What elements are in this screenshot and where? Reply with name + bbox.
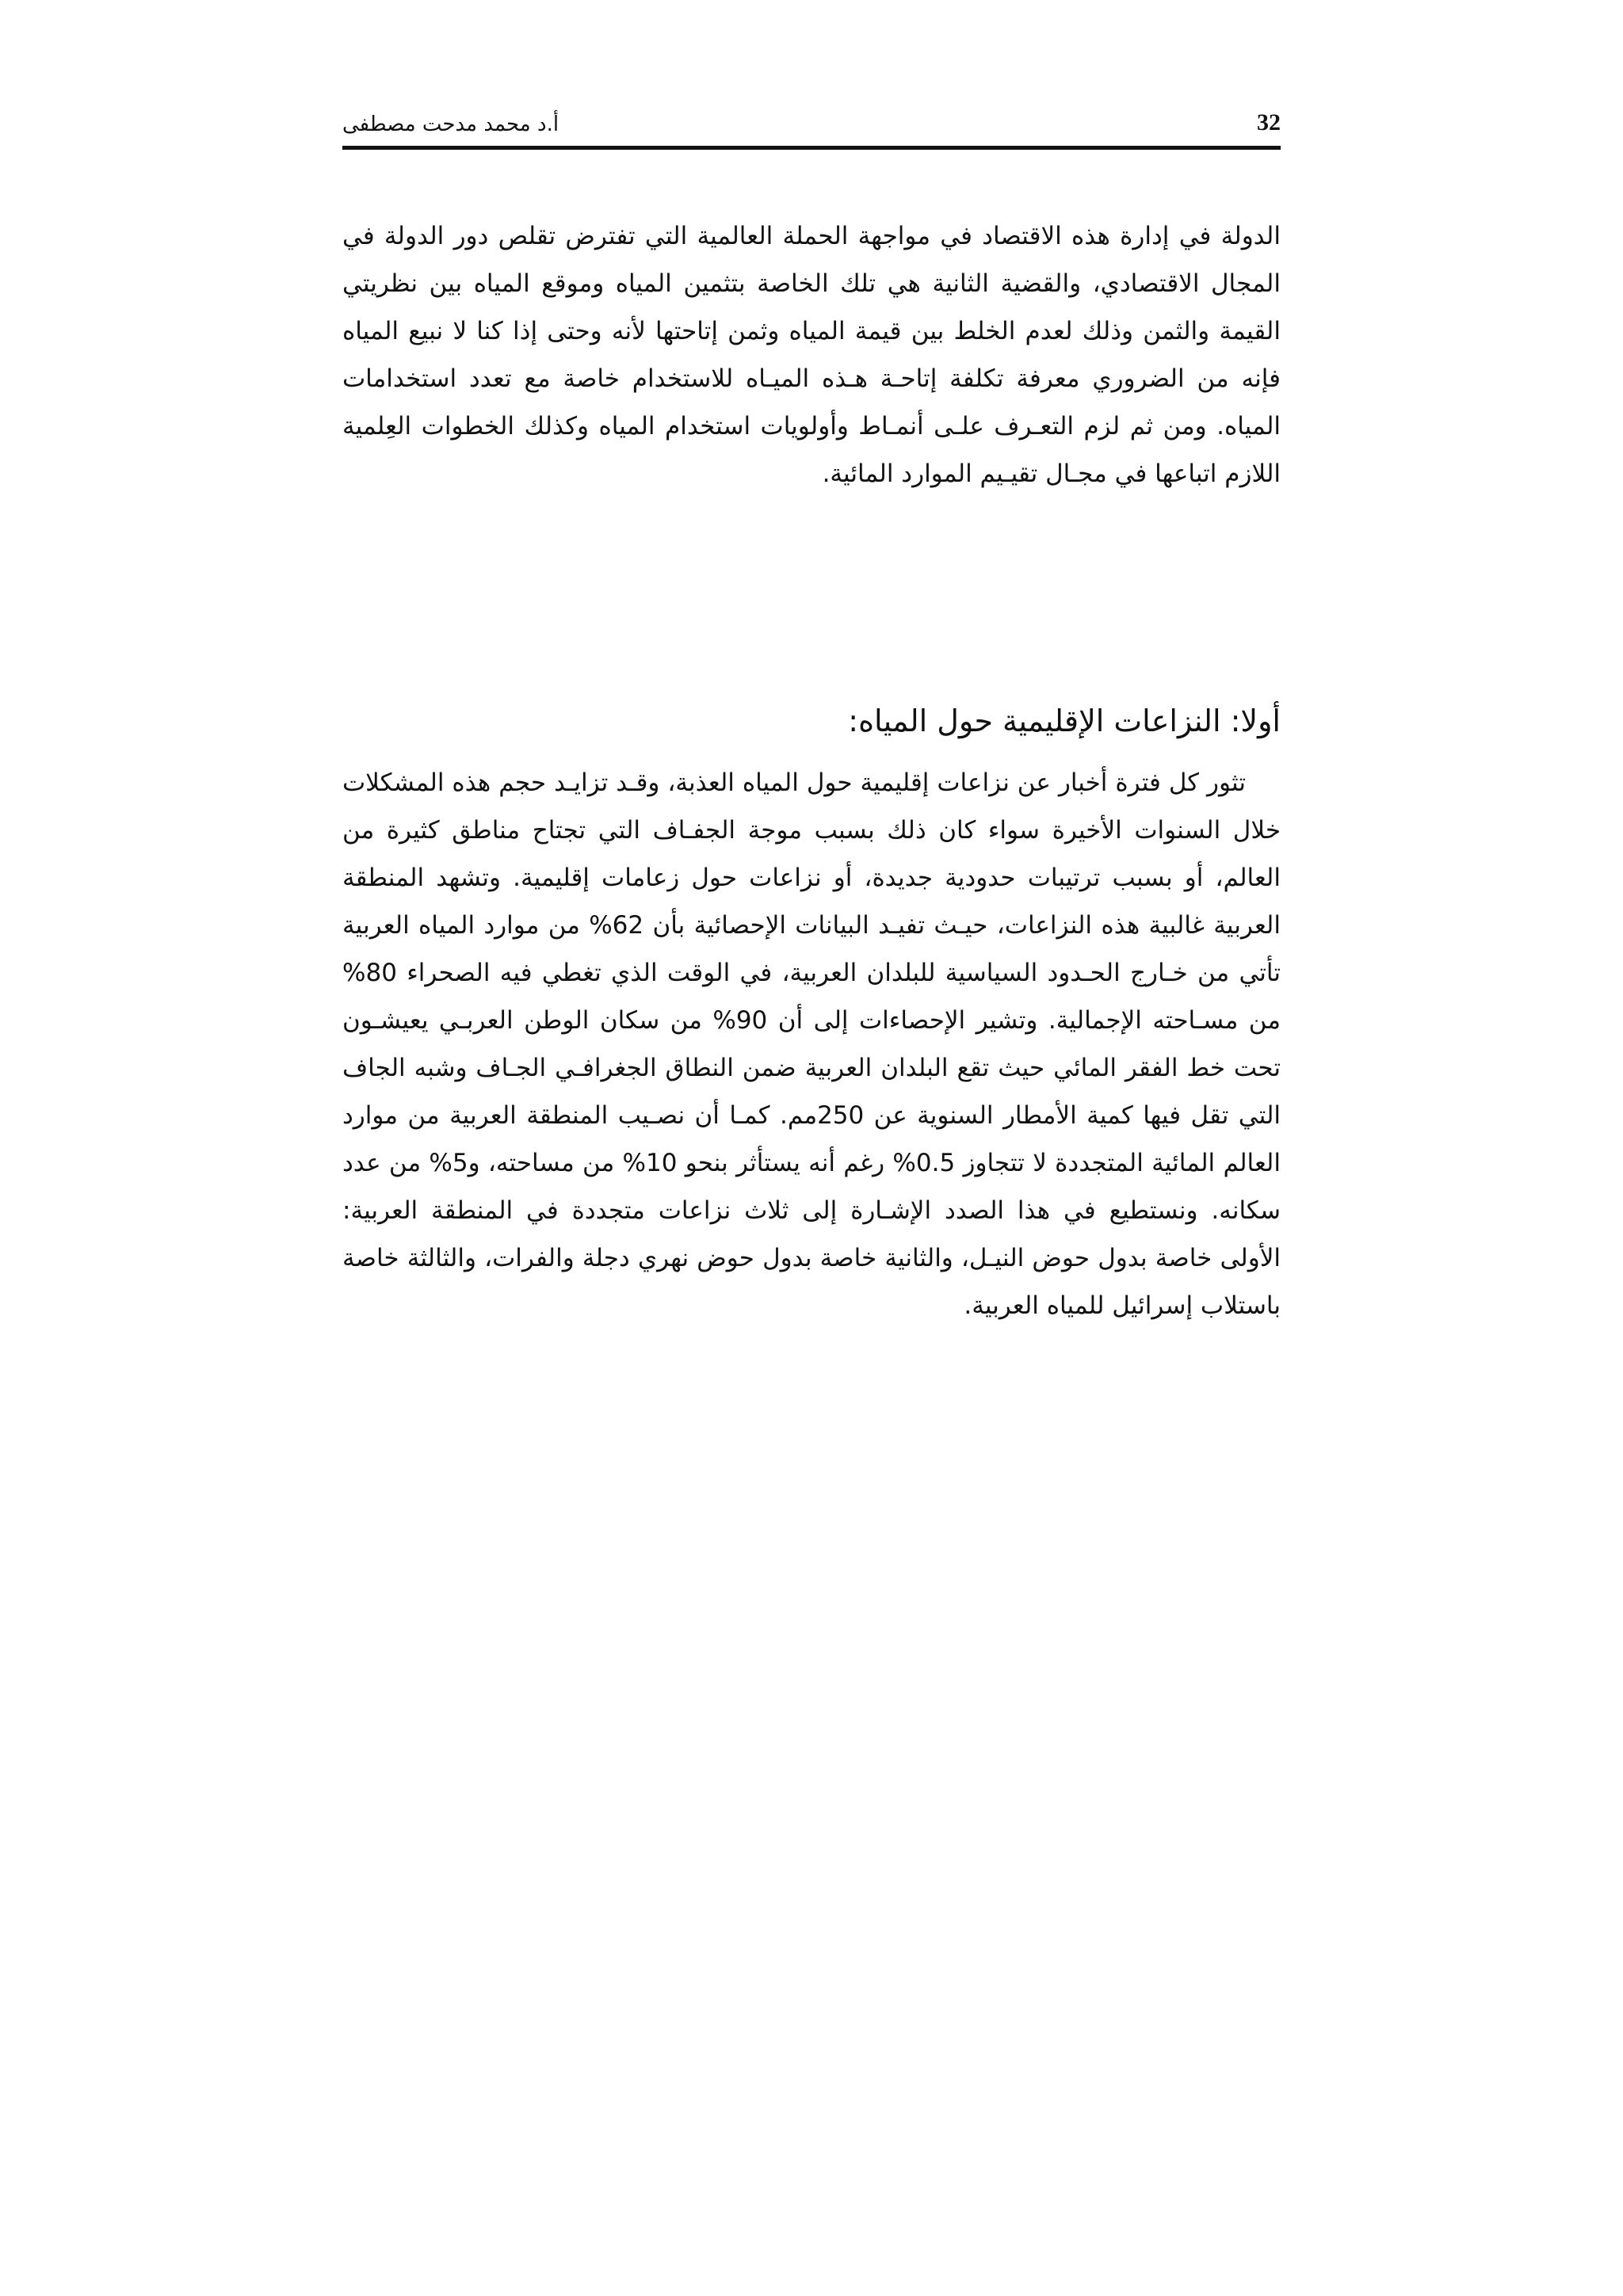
running-head-author: أ.د محمد مدحت مصطفى <box>342 113 559 136</box>
page-number: 32 <box>1257 109 1281 135</box>
page-header <box>342 101 1281 149</box>
body-paragraph-1: الدولة في إدارة هذه الاقتصاد في مواجهة الحملة العالمية التي تفترض تقلص دور الدولة في المجال الاقتصادي، والقضية الثانية هي تلك الخاصة بتثمين المياه وموقع المياه بين نظريتي القيمة والثمن وذلك لعدم الخلط بين قيمة المياه وثمن إتاحتها لأنه وحتى إذا كنا لا نبيع المياه فإنه من الضروري معرفة تكلفة إتاحـة هـذه الميـاه للاستخدام خاصة مع تعدد استخدامات المياه. ومن ثم لزم التعـرف علـى أنمـاط وأولويات استخدام المياه وكذلك الخطوات العِلمية اللازم اتباعها في مجـال تقيـيم الموارد المائية. <box>342 222 1281 488</box>
section-heading: أولا: النزاعات الإقليمية حول المياه: <box>848 704 1281 738</box>
header-rule <box>342 146 1281 150</box>
body-paragraph-2: تثور كل فترة أخبار عن نزاعات إقليمية حول المياه العذبة، وقـد تزايـد حجم هذه المشكلات خلال السنوات الأخيرة سواء كان ذلك بسبب موجة الجفـاف التي تجتاح مناطق كثيرة من العالم، أو بسبب ترتيبات حدودية جديدة، أو نزاعات حول زعامات إقليمية. وتشهد المنطقة العربية غالبية هذه النزاعات، حيـث تفيـد البيانات الإحصائية بأن 62% من موارد المياه العربية تأتي من خـارج الحـدود السياسية للبلدان العربية، في الوقت الذي تغطي فيه الصحراء 80% من مسـاحته الإجمالية. وتشير الإحصاءات إلى أن 90% من سكان الوطن العربـي يعيشـون تحت خط الفقر المائي حيث تقع البلدان العربية ضمن النطاق الجغرافـي الجـاف وشبه الجاف التي تقل فيها كمية الأمطار السنوية عن 250مم. كمـا أن نصـيب المنطقة العربية من موارد العالم المائية المتجددة لا تتجاوز 0.5% رغم أنه يستأثر بنحو 10% من مساحته، و5% من عدد سكانه. ونستطيع في هذا الصدد الإشـارة إلى ثلاث نزاعات متجددة في المنطقة العربية: الأولى خاصة بدول حوض النيـل، والثانية خاصة بدول حوض نهري دجلة والفرات، والثالثة خاصة باستلاب إسرائيل للمياه العربية. <box>342 769 1281 1320</box>
